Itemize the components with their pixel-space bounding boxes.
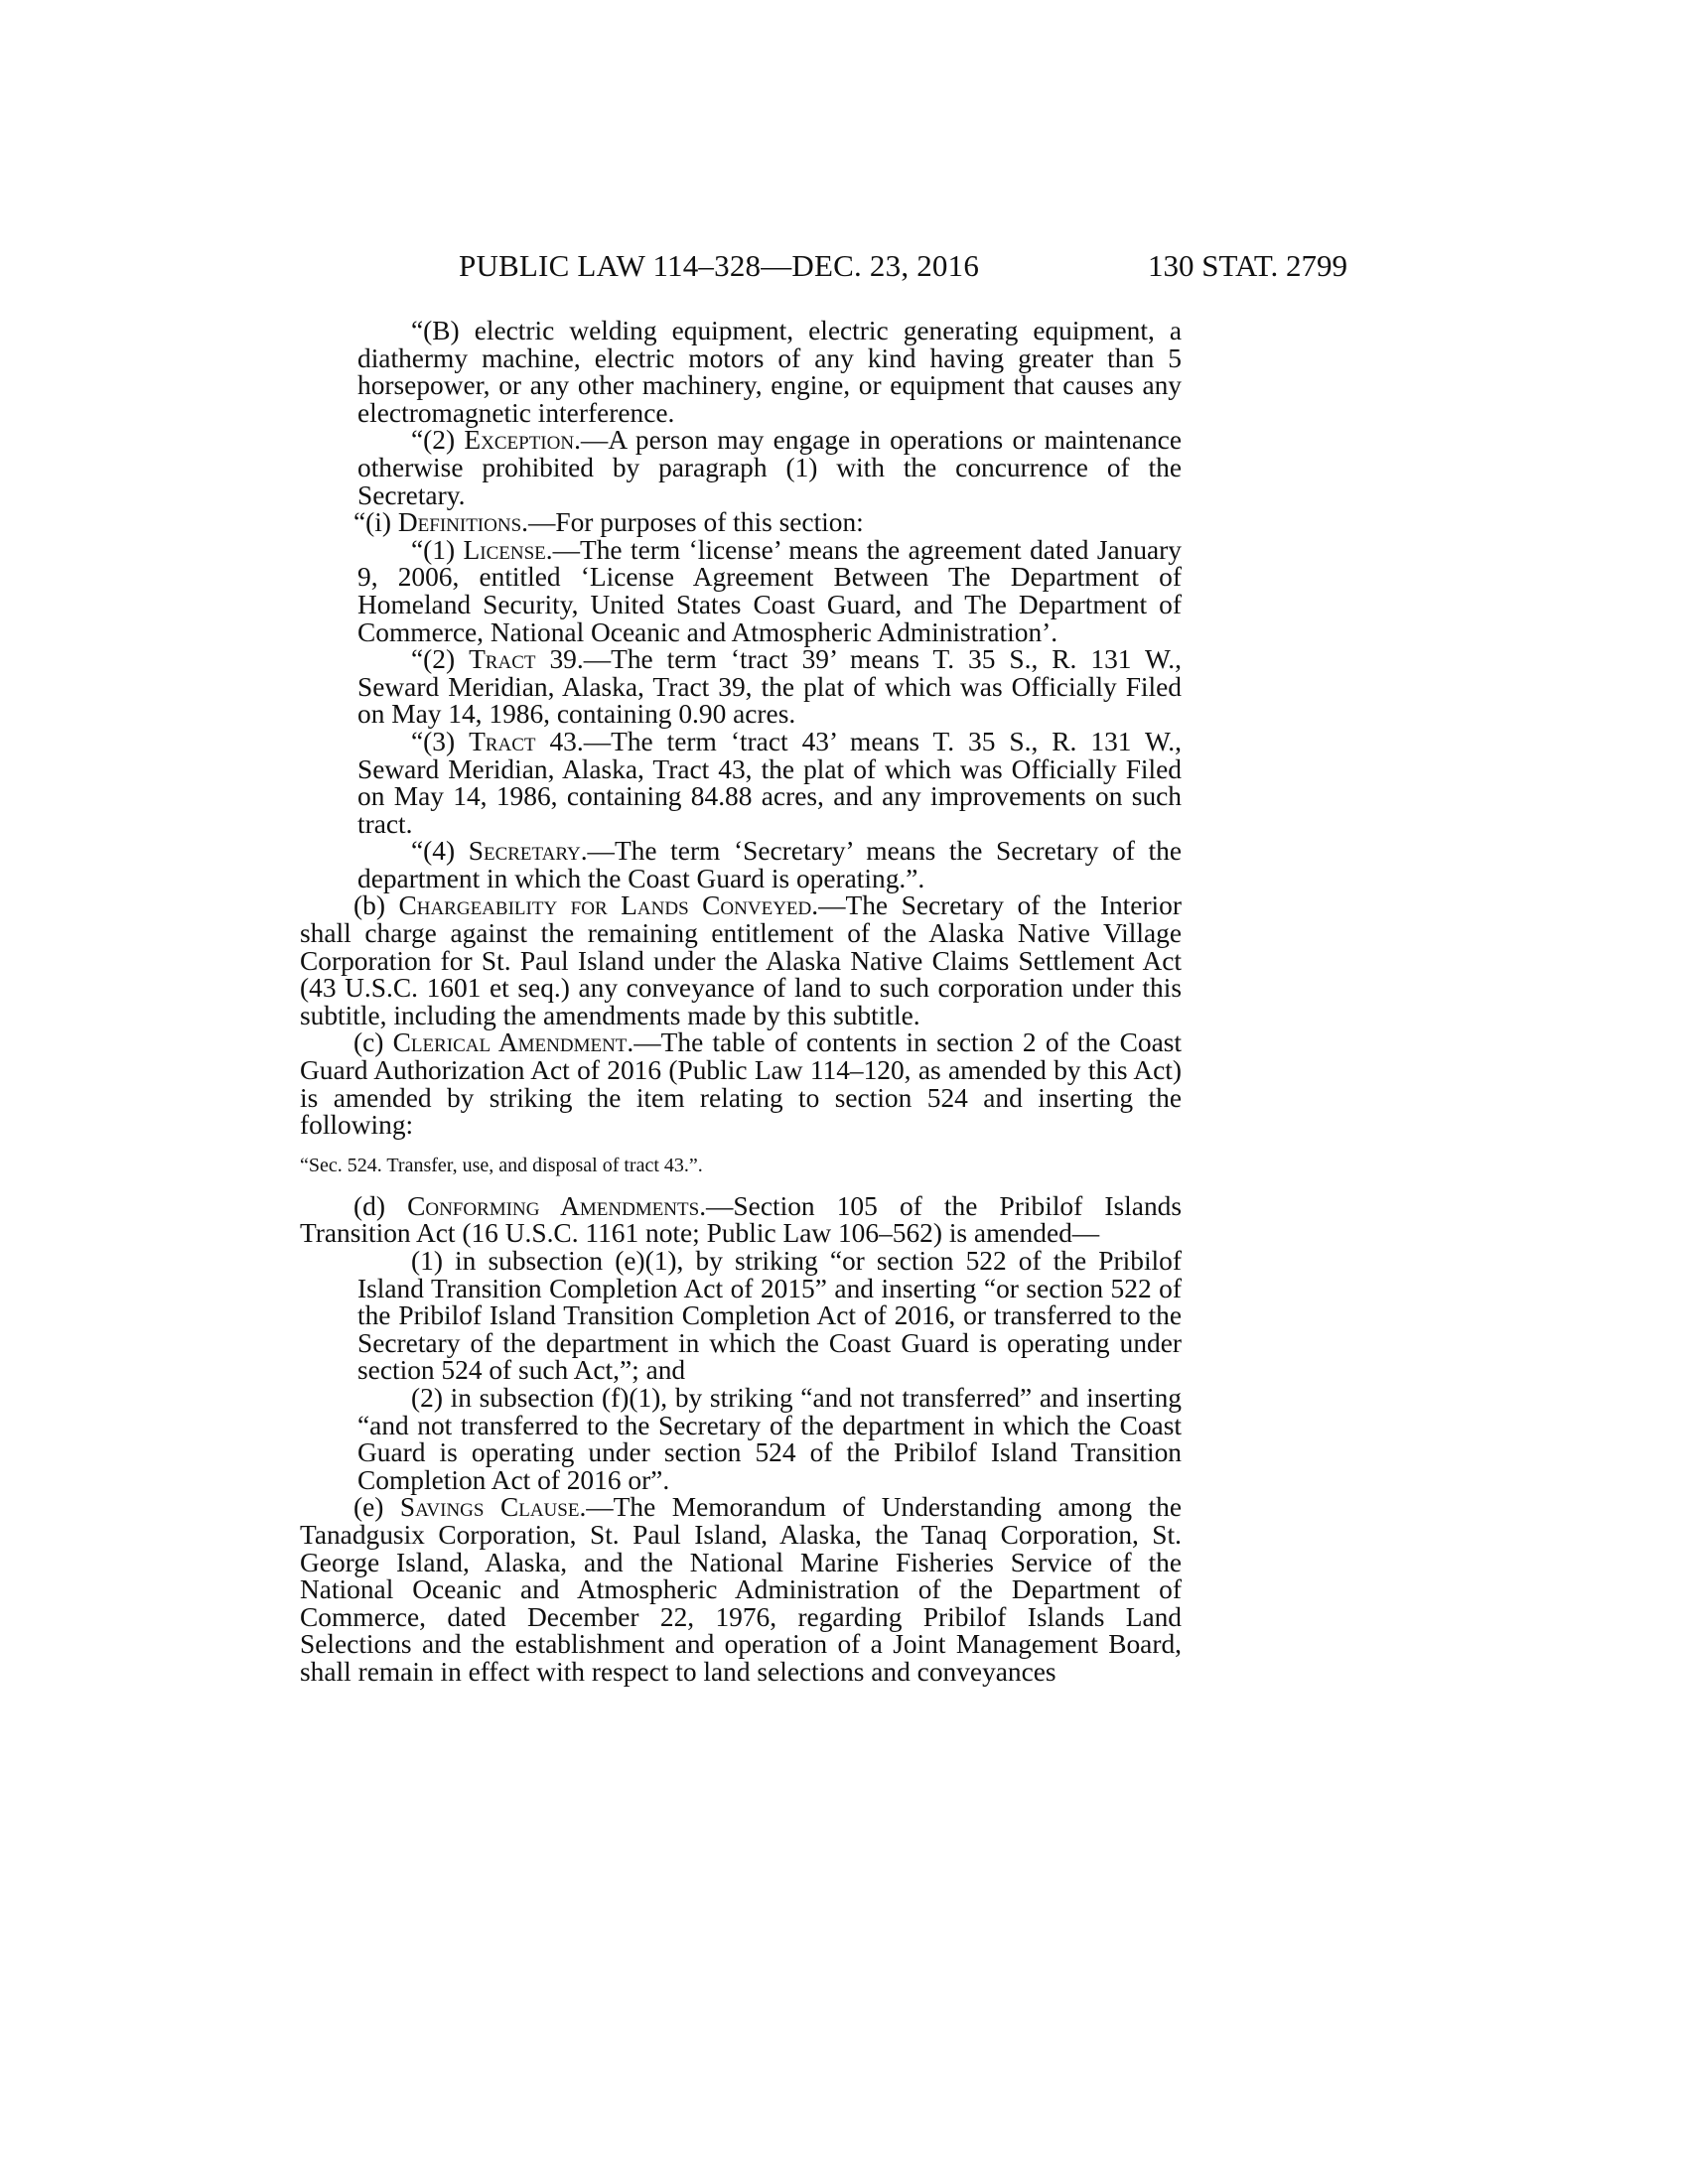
heading-tract-43: Tract 43: [469, 726, 577, 756]
document-body: [300, 318, 1182, 1687]
heading-conforming-amendments: Conforming Amendments: [407, 1190, 700, 1221]
heading-exception: Exception: [464, 425, 575, 456]
paragraph-definitions: “(i) Definitions.—For purposes of this section:: [353, 507, 864, 538]
heading-definitions: Definitions: [397, 507, 522, 538]
heading-secretary: Secretary: [468, 836, 581, 867]
heading-license: License: [463, 534, 546, 565]
paragraph-exception: “(2) Exception.—A person may engage in operations or maintenance otherwise prohibited by paragraph (1) with the concurrence of the Secretary.: [357, 425, 1182, 510]
paragraph-amendment-1: (1) in subsection (e)(1), by striking “or section 522 of the Pribilof Island Transition Completion Act of 2015” and inserting “or section 522 of the Pribilof Island Transition Completion Act of 2016, or transferred to the Secretary of the department in which the Coast Guard is operating under section 524 of such Act,”; and: [357, 1246, 1182, 1386]
paragraph-license: “(1) License.—The term ‘license’ means the agreement dated January 9, 2006, entitled ‘License Agreement Between The Department of Homeland Security, United States Coast Guard, and The Department of Commerce, National Oceanic and Atmospheric Administration’.: [357, 534, 1182, 647]
paragraph-secretary: “(4) Secretary.—The term ‘Secretary’ means the Secretary of the department in which the Coast Guard is operating.”.: [357, 836, 1182, 893]
heading-tract-39: Tract 39: [469, 644, 577, 675]
page-header: [0, 248, 1688, 288]
paragraph-savings-clause: (e) Savings Clause.—The Memorandum of Understanding among the Tanadgusix Corporation, St. Paul Island, Alaska, the Tanaq Corporation, St. George Island, Alaska, and the National Marine Fisheries Service of the National Oceanic and Atmospheric Administration of the Department of Commerce, dated December 22, 1976, regarding Pribilof Islands Land Selections and the establishment and operation of a Joint Management Board, shall remain in effect with respect to land selections and conveyances: [300, 1492, 1182, 1687]
paragraph-conforming-amendments: (d) Conforming Amendments.—Section 105 of the Pribilof Islands Transition Act (16 U.S.C. 1161 note; Public Law 106–562) is amended—: [300, 1190, 1182, 1249]
toc-insert-line: “Sec. 524. Transfer, use, and disposal of tract 43.”.: [300, 1154, 703, 1176]
heading-clerical-amendment: Clerical Amendment: [392, 1027, 628, 1058]
paragraph-b-equipment: “(B) electric welding equipment, electric generating equipment, a diathermy machine, electric motors of any kind having greater than 5 horsepower, or any other machinery, engine, or equipment that causes any electromagnetic interference.: [357, 316, 1182, 428]
paragraph-clerical-amendment: (c) Clerical Amendment.—The table of contents in section 2 of the Coast Guard Authorization Act of 2016 (Public Law 114–120, as amended by this Act) is amended by striking the item relating to section 524 and inserting the following:: [300, 1027, 1182, 1141]
paragraph-amendment-2: (2) in subsection (f)(1), by striking “and not transferred” and inserting “and not transferred to the Secretary of the department in which the Coast Guard is operating under section 524 of the Pribilof Island Transition Completion Act of 2016 or”.: [357, 1382, 1182, 1495]
paragraph-tract-43: “(3) Tract 43.—The term ‘tract 43’ means T. 35 S., R. 131 W., Seward Meridian, Alaska, Tract 43, the plat of which was Officially Filed on May 14, 1986, containing 84.88 acres, and any improvements on such tract.: [357, 726, 1182, 839]
paragraph-tract-39: “(2) Tract 39.—The term ‘tract 39’ means T. 35 S., R. 131 W., Seward Meridian, Alaska, Tract 39, the plat of which was Officially Filed on May 14, 1986, containing 0.90 acres.: [357, 644, 1182, 730]
paragraph-chargeability: (b) Chargeability for Lands Conveyed.—The Secretary of the Interior shall charge against the remaining entitlement of the Alaska Native Village Corporation for St. Paul Island under the Alaska Native Claims Settlement Act (43 U.S.C. 1601 et seq.) any conveyance of land to such corporation under this subtitle, including the amendments made by this subtitle.: [300, 890, 1182, 1030]
heading-savings-clause: Savings Clause: [399, 1492, 580, 1523]
heading-chargeability: Chargeability for Lands Conveyed: [398, 890, 812, 921]
statute-page-number: 130 STAT. 2799: [1148, 248, 1348, 283]
running-head-title: PUBLIC LAW 114–328—DEC. 23, 2016: [459, 248, 980, 283]
